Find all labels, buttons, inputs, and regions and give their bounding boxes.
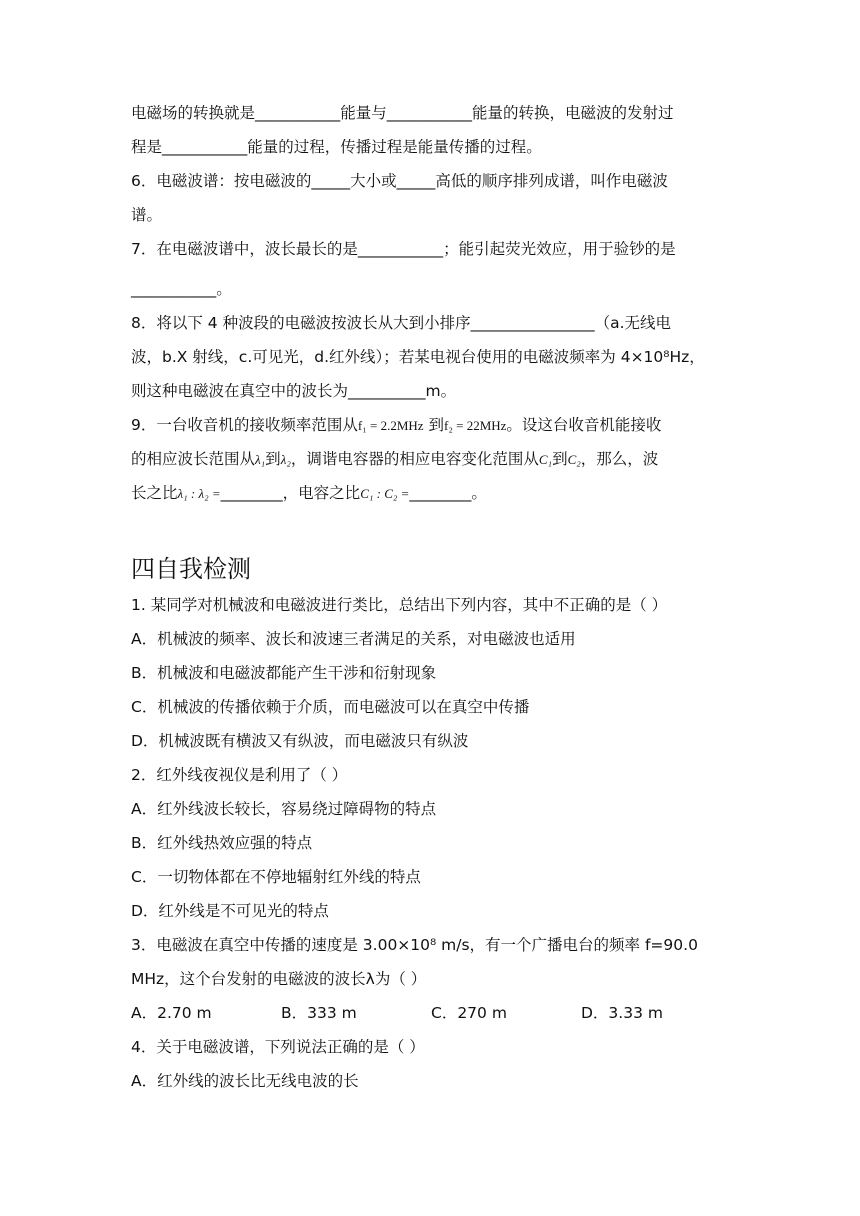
symbol-lambda1: λ₁ — [255, 452, 266, 467]
question-7-line2: ___________。 — [131, 280, 232, 298]
option-line: C．机械波的传播依赖于介质，而电磁波可以在真空中传播 — [131, 698, 530, 716]
q9-text: ________。 — [409, 484, 487, 502]
q9-text: 长之比 — [131, 484, 178, 502]
option-line: D．机械波既有横波又有纵波，而电磁波只有纵波 — [131, 732, 469, 750]
option-line: A．红外线的波长比无线电波的长 — [131, 1072, 359, 1090]
text-line: 程是___________能量的过程，传播过程是能量传播的过程。 — [131, 138, 542, 156]
option-line: B．红外线热效应强的特点 — [131, 834, 313, 852]
text-line: 电磁场的转换就是___________能量与___________能量的转换，电磁波的发射过 — [131, 104, 674, 122]
formula-f1: f₁ = 2.2MHz — [357, 418, 424, 433]
question-3-line2: MHz，这个台发射的电磁波的波长λ为（ ） — [131, 970, 427, 988]
formula-c-ratio: C₁ : C₂ = — [360, 486, 410, 501]
question-9-line3 — [131, 476, 731, 510]
question-6-line2: 谱。 — [131, 206, 163, 224]
section-gap — [131, 510, 731, 552]
option-a: A．2.70 m — [131, 1004, 212, 1022]
q9-text: ，调谐电容器的相应电容变化范围从 — [290, 450, 539, 468]
question-9-line1 — [131, 408, 731, 442]
formula-f2: f₂ = 22MHz — [444, 418, 507, 433]
question-4: 4．关于电磁波谱，下列说法正确的是（ ） — [131, 1038, 425, 1056]
option-line: B．机械波和电磁波都能产生干涉和衍射现象 — [131, 664, 437, 682]
question-8-line3: 则这种电磁波在真空中的波长为__________m。 — [131, 382, 457, 400]
q9-text: 到 — [428, 416, 444, 434]
question-3-options — [131, 996, 731, 1030]
question-7-line1: 7．在电磁波谱中，波长最长的是___________；能引起荧光效应，用于验钞的是 — [131, 240, 676, 258]
option-c: C．270 m — [431, 1004, 507, 1022]
option-line: A．红外线波长较长，容易绕过障碍物的特点 — [131, 800, 437, 818]
option-line: A．机械波的频率、波长和波速三者满足的关系，对电磁波也适用 — [131, 630, 576, 648]
q9-text: 到 — [265, 450, 281, 468]
q9-text: ________，电容之比 — [220, 484, 361, 502]
q9-text: 的相应波长范围从 — [131, 450, 256, 468]
q9-text: 到 — [552, 450, 568, 468]
symbol-c2: C₂ — [567, 452, 581, 467]
question-8-line1: 8．将以下 4 种波段的电磁波按波长从大到小排序________________（a.无线电 — [131, 314, 672, 332]
symbol-lambda2: λ₂ — [280, 452, 291, 467]
option-b: B．333 m — [281, 1004, 357, 1022]
section-title: 四自我检测 — [131, 555, 251, 583]
symbol-c1: C₁ — [538, 452, 553, 467]
q9-text: 9．一台收音机的接收频率范围从 — [131, 416, 358, 434]
q9-text: 。设这台收音机能接收 — [506, 416, 662, 434]
formula-lambda-ratio: λ₁ : λ₂ = — [177, 486, 221, 501]
question-8-line2: 波，b.X 射线，c.可见光，d.红外线）；若某电视台使用的电磁波频率为 4×10⁸Hz， — [131, 348, 705, 366]
question-1: 1. 某同学对机械波和电磁波进行类比，总结出下列内容，其中不正确的是（ ） — [131, 596, 668, 614]
q9-text: ，那么，波 — [580, 450, 659, 468]
question-3-line1: 3．电磁波在真空中传播的速度是 3.00×10⁸ m/s，有一个广播电台的频率 f=90.0 — [131, 936, 698, 954]
option-d: D．3.33 m — [581, 1004, 663, 1022]
question-6-line1: 6．电磁波谱：按电磁波的_____大小或_____高低的顺序排列成谱，叫作电磁波 — [131, 172, 668, 190]
question-9-line2 — [131, 442, 731, 476]
document-page — [131, 96, 731, 1098]
question-2: 2．红外线夜视仪是利用了（ ） — [131, 766, 348, 784]
option-line: C．一切物体都在不停地辐射红外线的特点 — [131, 868, 421, 886]
option-line: D．红外线是不可见光的特点 — [131, 902, 329, 920]
